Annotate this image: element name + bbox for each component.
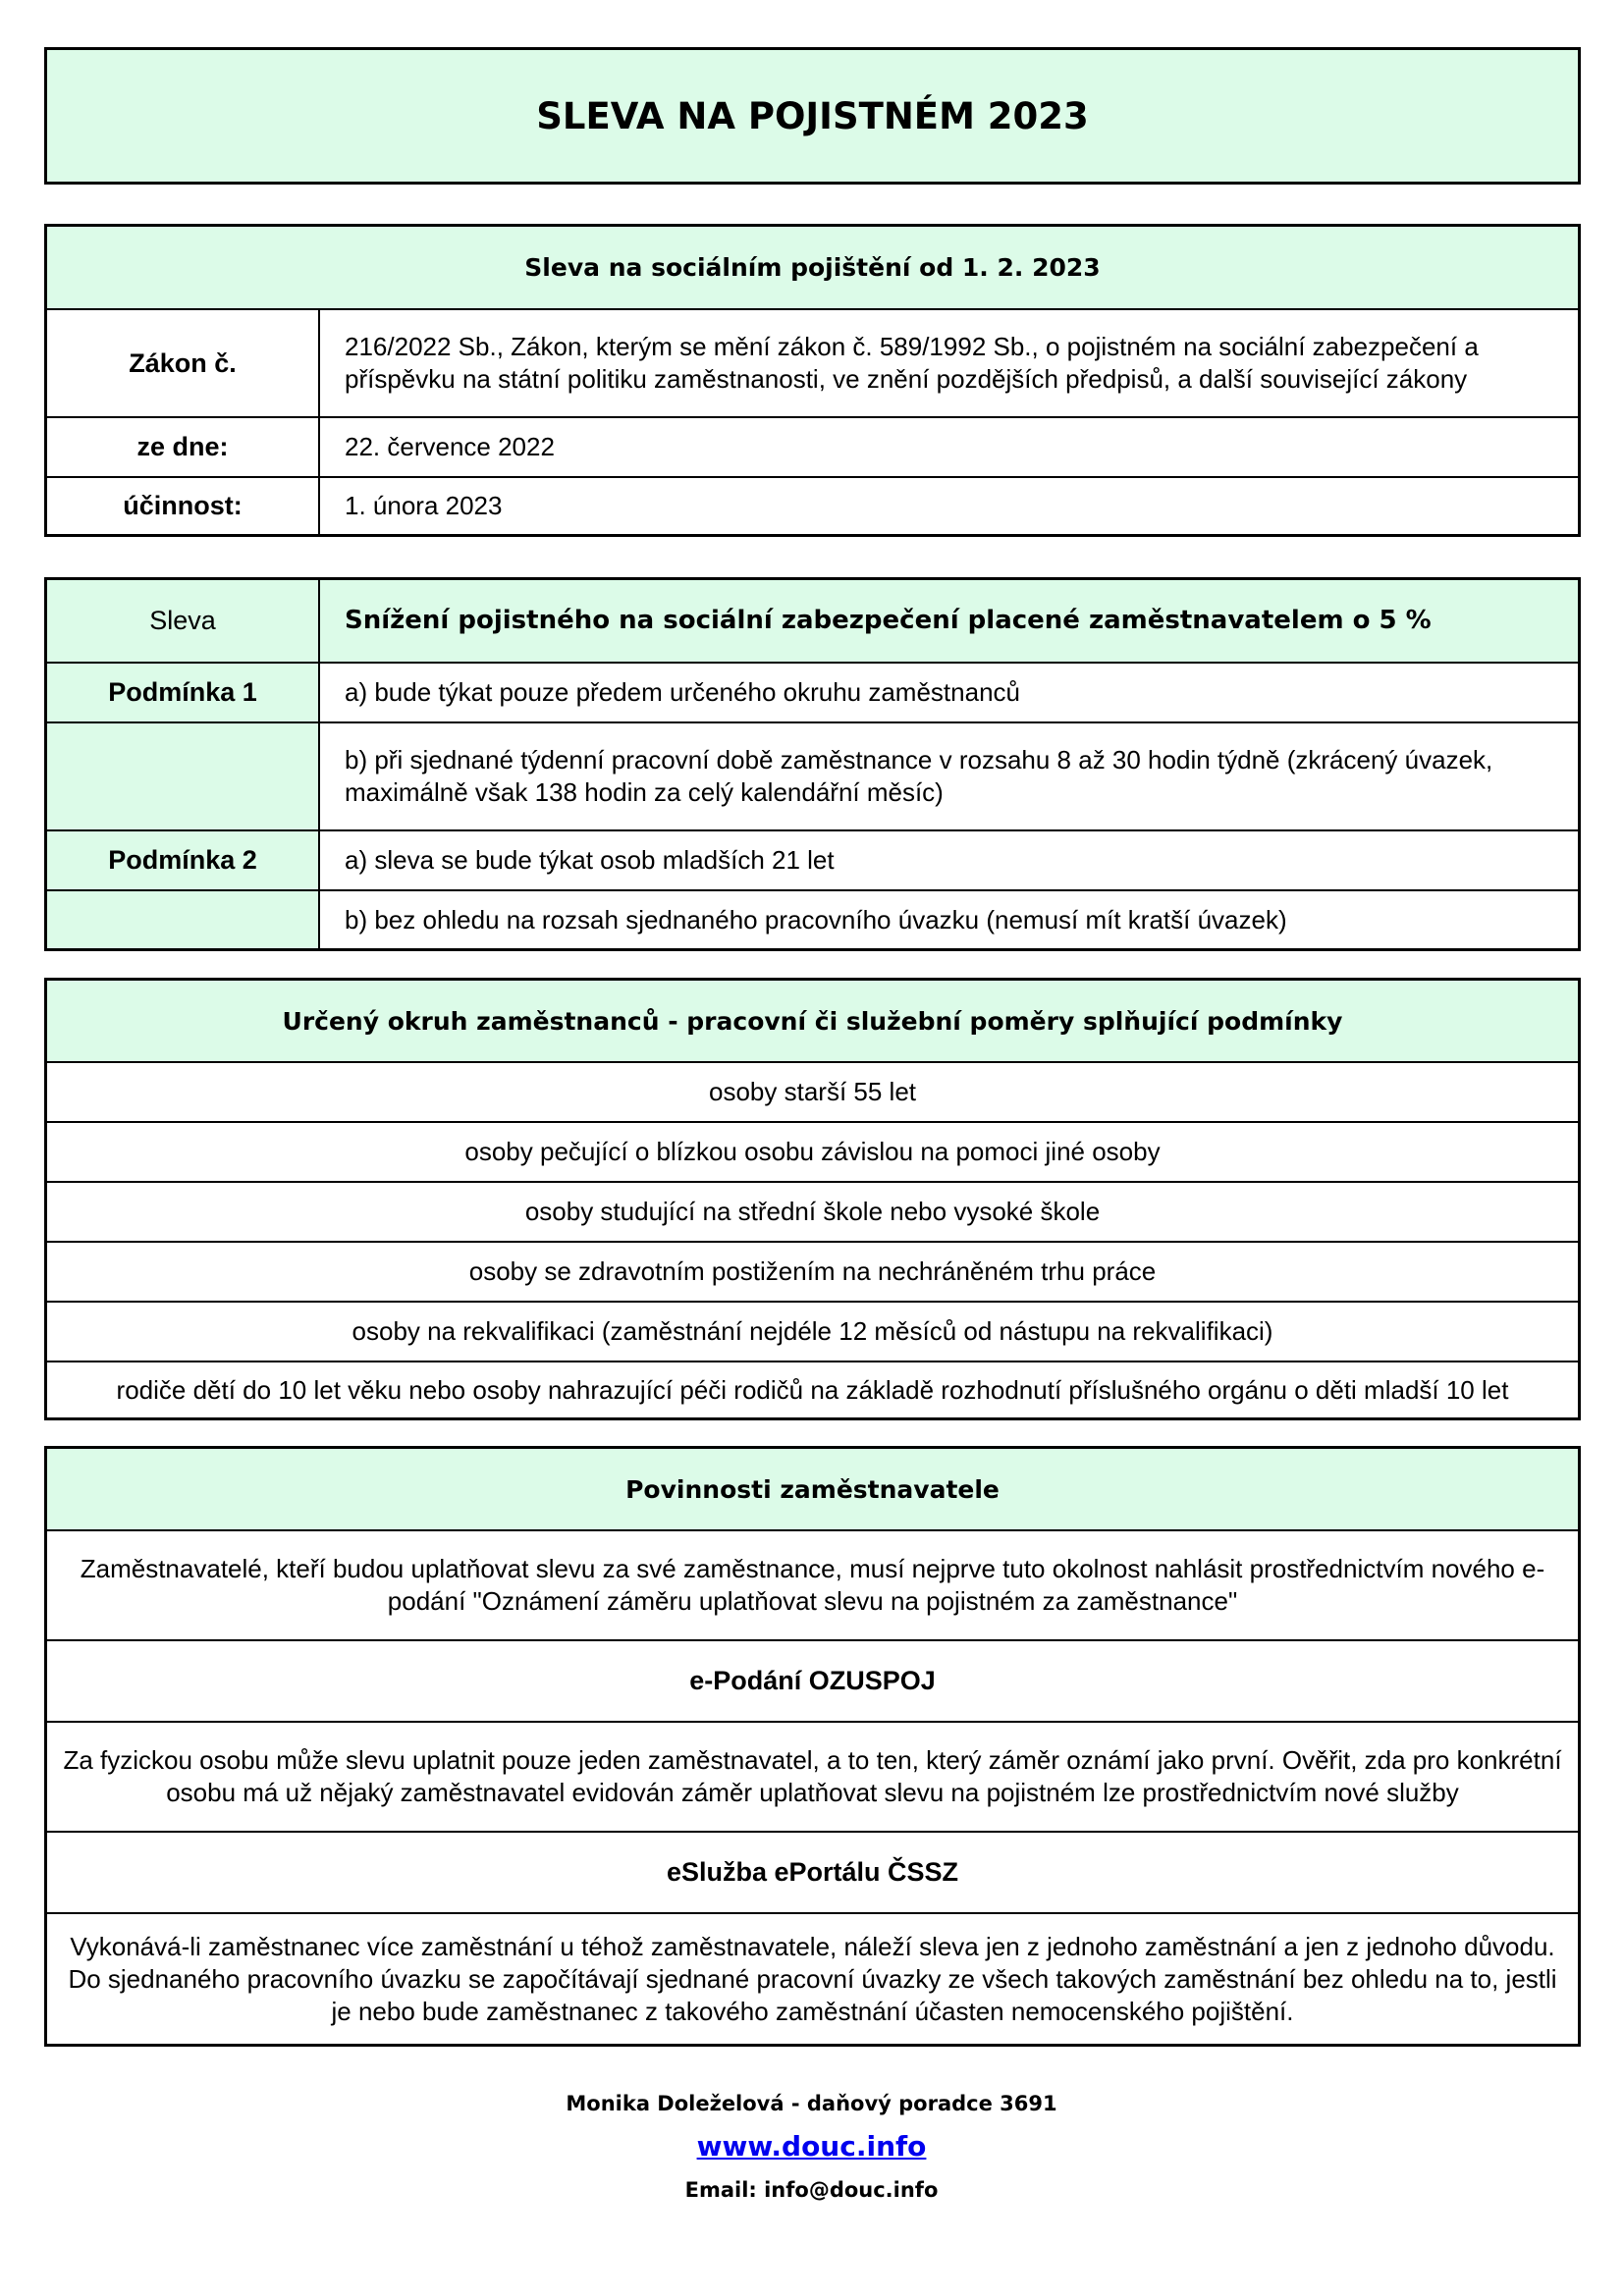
law-section-header: Sleva na sociálním pojištění od 1. 2. 2023: [47, 227, 1578, 309]
condition-2-a: a) sleva se bude týkat osob mladších 21 let: [319, 830, 1578, 890]
discount-section: [44, 577, 1581, 951]
law-date-value: 22. července 2022: [319, 417, 1578, 477]
law-section: [44, 224, 1581, 537]
law-date-label: ze dne:: [47, 417, 319, 477]
list-item: osoby se zdravotním postižením na nechráněném trhu práce: [47, 1242, 1578, 1302]
obligations-text-2: Za fyzickou osobu může slevu uplatnit pouze jeden zaměstnavatel, a to ten, který záměr oznámí jako první. Ověřit, zda pro konkrétní osobu má už nějaký zaměstnavatel evidován záměr uplatňovat slevu na pojistném lze prostřednictvím nové služby: [47, 1722, 1578, 1832]
list-item: osoby na rekvalifikaci (zaměstnání nejdéle 12 měsíců od nástupu na rekvalifikaci): [47, 1302, 1578, 1362]
obligations-subheader-2: eSlužba ePortálu ČSSZ: [47, 1832, 1578, 1913]
list-item: rodiče dětí do 10 let věku nebo osoby nahrazující péči rodičů na základě rozhodnutí příslušného orgánu o děti mladší 10 let: [47, 1362, 1578, 1417]
condition-1-spacer: [47, 722, 319, 830]
employees-header: Určený okruh zaměstnanců - pracovní či služební poměry splňující podmínky: [47, 981, 1578, 1062]
condition-2-b: b) bez ohledu na rozsah sjednaného pracovního úvazku (nemusí mít kratší úvazek): [319, 890, 1578, 948]
list-item: osoby pečující o blízkou osobu závislou na pomoci jiné osoby: [47, 1122, 1578, 1182]
obligations-section: [44, 1446, 1581, 2047]
discount-header: Snížení pojistného na sociální zabezpečení placené zaměstnavatelem o 5 %: [319, 580, 1578, 663]
obligations-subheader-1: e-Podání OZUSPOJ: [47, 1640, 1578, 1722]
obligations-header: Povinnosti zaměstnavatele: [47, 1449, 1578, 1530]
law-number-value: 216/2022 Sb., Zákon, kterým se mění zákon č. 589/1992 Sb., o pojistném na sociální zabezpečení a příspěvku na státní politiku zaměstnanosti, ve znění pozdějších předpisů, a další související zákony: [319, 309, 1578, 417]
employees-section: [44, 978, 1581, 1420]
footer-website-link[interactable]: www.douc.info: [696, 2130, 927, 2163]
footer-email: Email: info@douc.info: [684, 2178, 939, 2202]
obligations-text-1: Zaměstnavatelé, kteří budou uplatňovat slevu za své zaměstnance, musí nejprve tuto okolnost nahlásit prostřednictvím nového e-podání "Oznámení záměru uplatňovat slevu na pojistném za zaměstnance": [47, 1530, 1578, 1640]
footer-author: Monika Doleželová - daňový poradce 3691: [566, 2092, 1057, 2115]
title-box: [44, 47, 1581, 185]
condition-1-b: b) při sjednané týdenní pracovní době zaměstnance v rozsahu 8 až 30 hodin týdně (zkrácený úvazek, maximálně však 138 hodin za celý kalendářní měsíc): [319, 722, 1578, 830]
list-item: osoby starší 55 let: [47, 1062, 1578, 1122]
condition-1-label: Podmínka 1: [47, 663, 319, 722]
law-effective-value: 1. února 2023: [319, 477, 1578, 534]
list-item: osoby studující na střední škole nebo vysoké škole: [47, 1182, 1578, 1242]
page-title: SLEVA NA POJISTNÉM 2023: [536, 94, 1089, 137]
law-effective-label: účinnost:: [47, 477, 319, 534]
law-number-label: Zákon č.: [47, 309, 319, 417]
condition-1-a: a) bude týkat pouze předem určeného okruhu zaměstnanců: [319, 663, 1578, 722]
obligations-text-3: Vykonává-li zaměstnanec více zaměstnání u téhož zaměstnavatele, náleží sleva jen z jednoho zaměstnání a jen z jednoho důvodu. Do sjednaného pracovního úvazku se započítávají sjednané pracovní úvazky ze všech takových zaměstnání bez ohledu na to, jestli je nebo bude zaměstnanec z takového zaměstnání účasten nemocenského pojištění.: [47, 1913, 1578, 2044]
condition-2-label: Podmínka 2: [47, 830, 319, 890]
condition-2-spacer: [47, 890, 319, 948]
discount-label: Sleva: [47, 580, 319, 663]
